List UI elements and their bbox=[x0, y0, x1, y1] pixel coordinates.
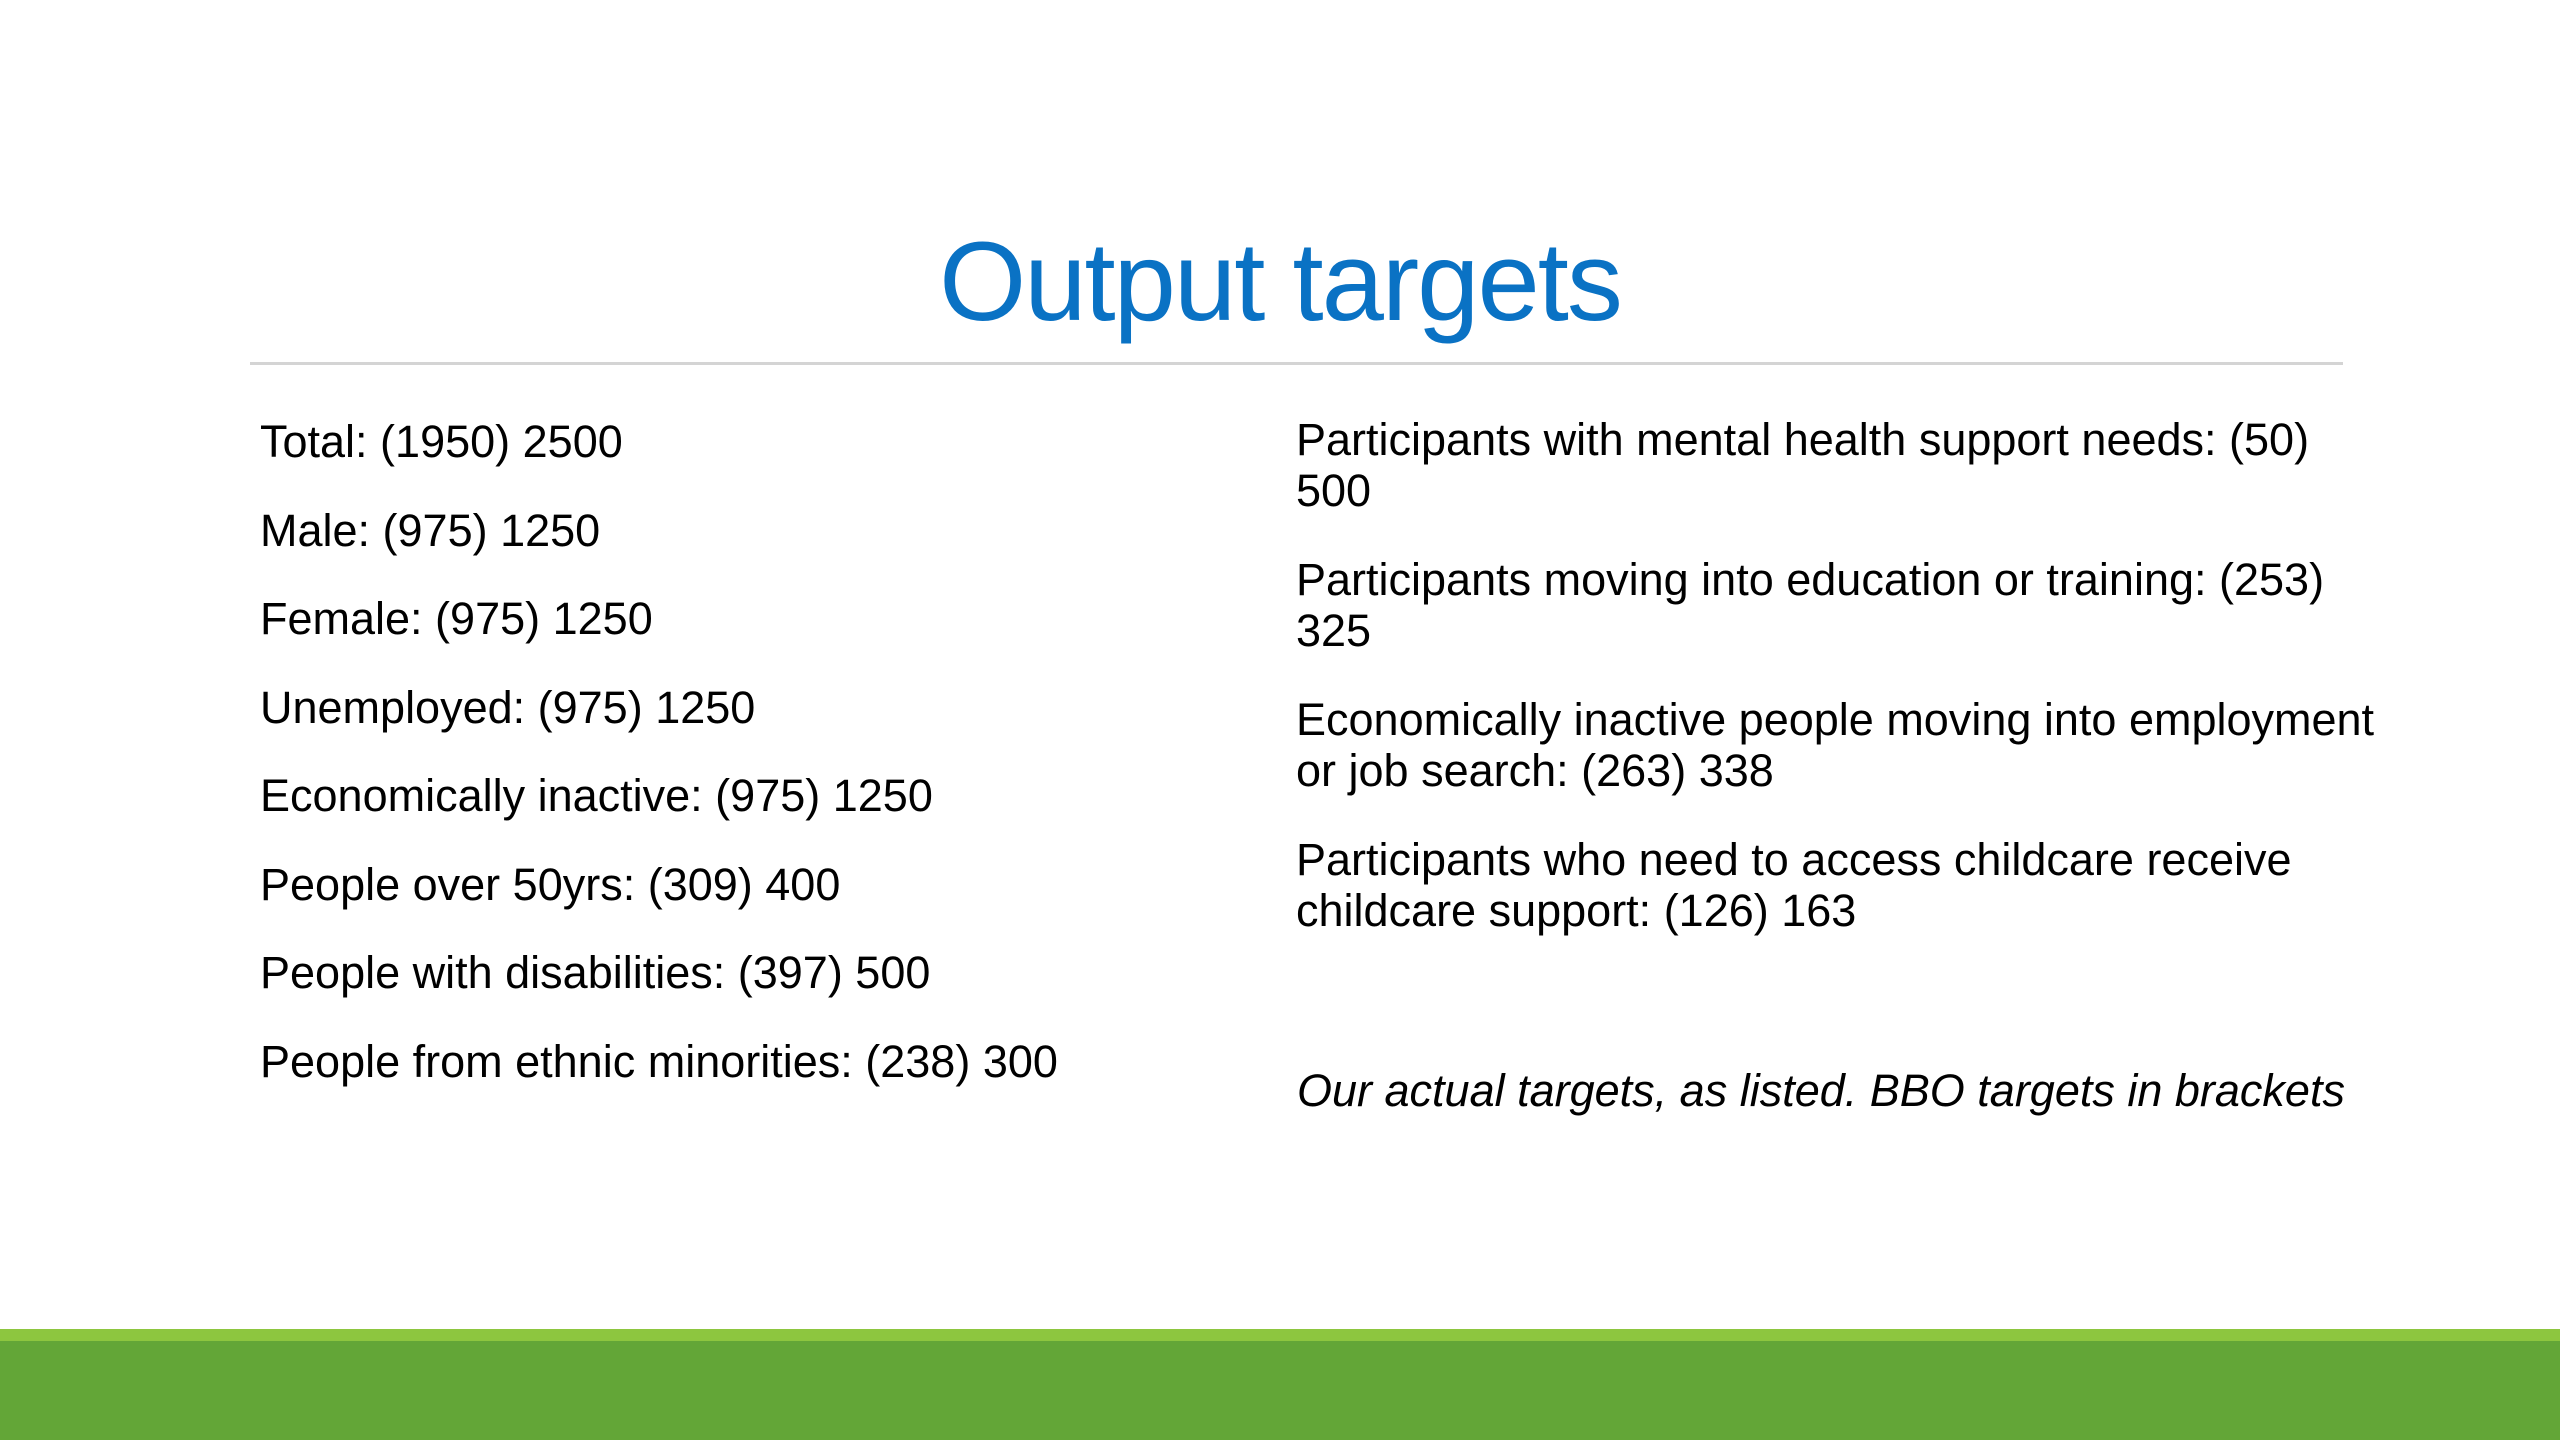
footer-band-dark bbox=[0, 1341, 2560, 1440]
list-item: Unemployed: (975) 1250 bbox=[260, 681, 756, 733]
list-item: Participants moving into education or training: (253) 325 bbox=[1296, 554, 2325, 656]
list-item: Participants with mental health support needs: (50) 500 bbox=[1296, 414, 2310, 516]
list-item: Participants who need to access childcare receive childcare support: (126) 163 bbox=[1296, 834, 2292, 936]
brackets-note: Our actual targets, as listed. BBO targets in brackets bbox=[1297, 1065, 2345, 1116]
list-item: Female: (975) 1250 bbox=[260, 593, 653, 644]
list-item: Economically inactive people moving into employment or job search: (263) 338 bbox=[1296, 694, 2375, 796]
list-item: Male: (975) 1250 bbox=[260, 504, 601, 556]
list-item: People with disabilities: (397) 500 bbox=[260, 947, 931, 998]
footer-band-light bbox=[0, 1329, 2560, 1341]
list-item: People from ethnic minorities: (238) 300 bbox=[260, 1035, 1058, 1087]
slide-title: Output targets bbox=[939, 219, 1621, 344]
list-item: People over 50yrs: (309) 400 bbox=[260, 858, 841, 910]
right-target-list bbox=[1296, 414, 2396, 974]
title-divider bbox=[250, 362, 2343, 365]
list-item: Total: (1950) 2500 bbox=[260, 416, 623, 467]
list-item: Economically inactive: (975) 1250 bbox=[260, 770, 933, 821]
left-target-list bbox=[260, 414, 1260, 1122]
